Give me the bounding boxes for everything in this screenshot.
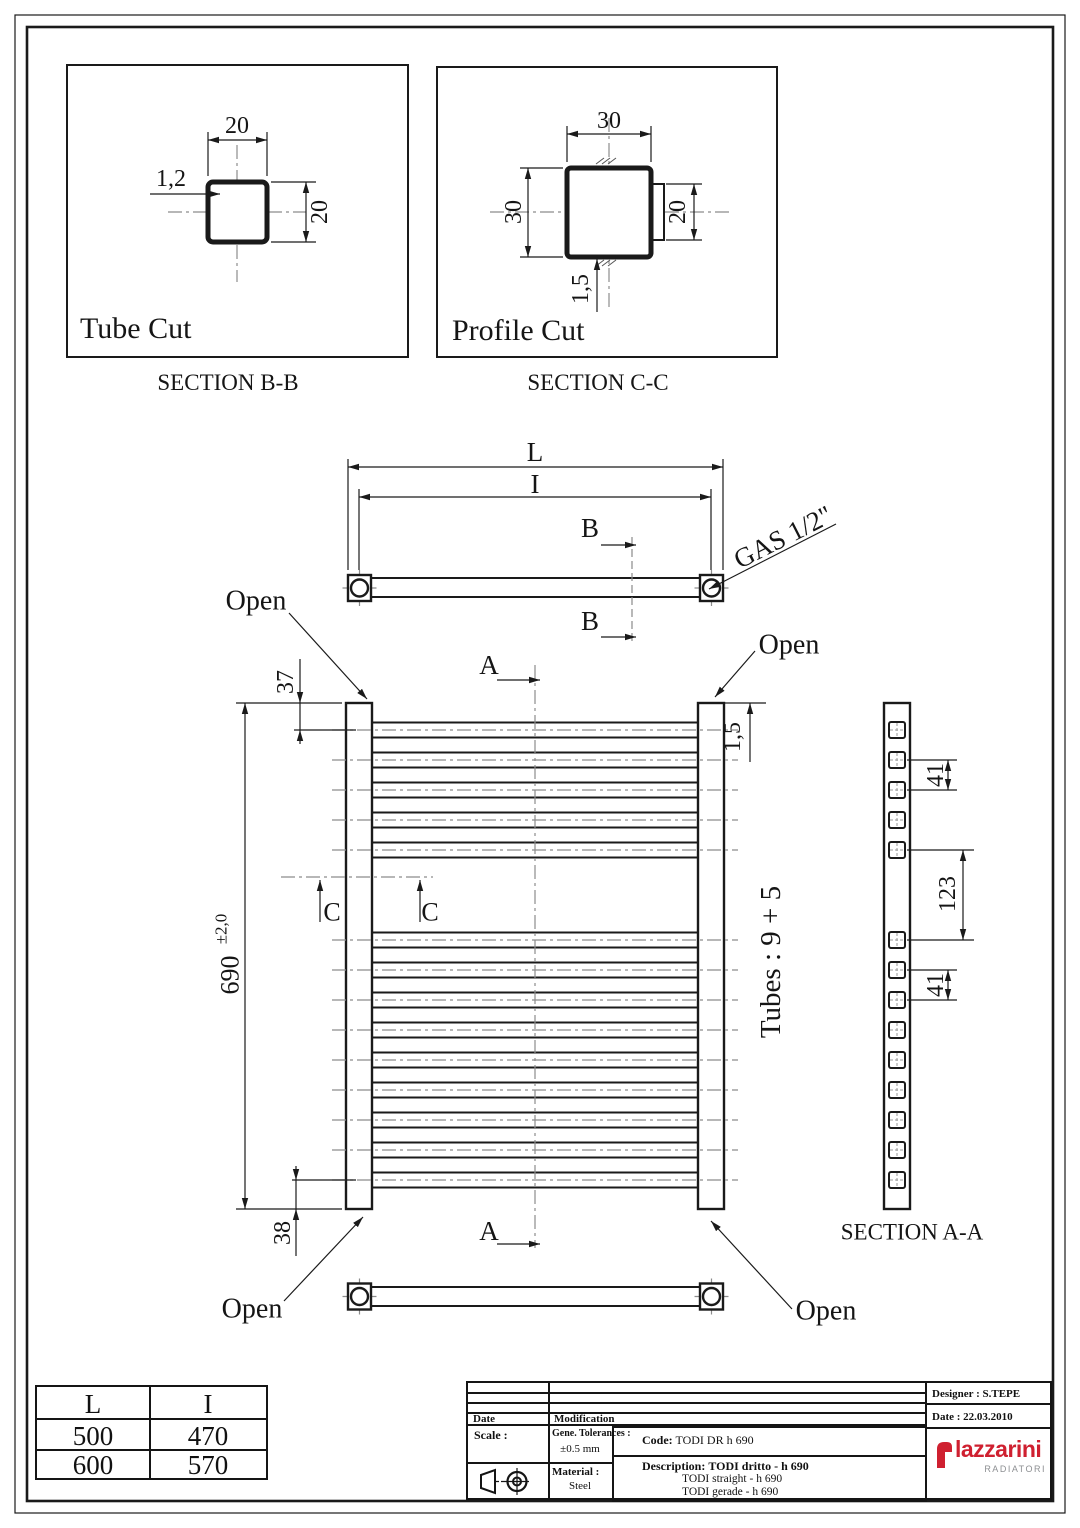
gas-connection-label: GAS 1/2" (728, 499, 838, 575)
profile-tab-dim: 20 (665, 200, 691, 224)
tube-cut-height-dim: 20 (307, 200, 333, 224)
section-c-marker-left: C (323, 897, 341, 927)
size-table-cell: 470 (187, 1421, 229, 1451)
tube-section-square (208, 182, 267, 242)
code-label: Code: (642, 1433, 673, 1447)
code-row (642, 1433, 754, 1448)
top-view (343, 437, 838, 643)
section-aa-view (841, 703, 984, 1245)
section-a-marker-bottom: A (479, 1216, 499, 1246)
scale-label: Scale : (474, 1428, 508, 1442)
modification-column-label: Modification (554, 1413, 615, 1425)
size-table-cell: 600 (72, 1450, 114, 1480)
lazzarini-logo-icon (934, 1440, 954, 1470)
tube-cut-width-dim: 20 (225, 113, 249, 139)
size-table-cell: 570 (187, 1450, 229, 1480)
section-cc-caption: SECTION C-C (527, 370, 669, 395)
tubes-count-label: Tubes : 9 + 5 (755, 885, 787, 1039)
open-label-top-right: Open (758, 629, 820, 661)
code-value: TODI DR h 690 (675, 1433, 754, 1447)
dim-height-tolerance: ±2,0 (211, 913, 231, 945)
open-label-bottom-left: Open (221, 1293, 283, 1325)
top-left-connector (343, 570, 377, 606)
section-aa-caption: SECTION A-A (840, 1219, 984, 1245)
dim-bottom-offset: 38 (270, 1221, 296, 1245)
dim-I-label: I (530, 469, 540, 499)
open-label-bottom-right: Open (795, 1295, 857, 1327)
profile-section-square (567, 168, 651, 257)
size-table-header-L: L (84, 1389, 102, 1419)
tolerance-value: ±0.5 mm (560, 1443, 600, 1455)
profile-cut-title: Profile Cut (452, 314, 585, 347)
description-label: Description: (642, 1459, 706, 1473)
description-value: TODI dritto - h 690 (708, 1459, 809, 1473)
projection-symbol (479, 1467, 537, 1497)
profile-cut-detail (437, 67, 777, 395)
section-b-marker-top: B (580, 513, 600, 543)
brand-logo (928, 1432, 1052, 1498)
open-label-top-left: Open (225, 585, 287, 617)
description-alt-de: TODI gerade - h 690 (682, 1486, 779, 1498)
section-aa-rail (884, 703, 910, 1209)
section-c-marker-right: C (421, 897, 439, 927)
size-table-cell: 500 (72, 1421, 114, 1451)
profile-width-dim: 30 (597, 108, 621, 134)
right-rail (698, 703, 724, 1209)
section-a-marker-top: A (479, 650, 499, 680)
description-alt-en: TODI straight - h 690 (682, 1473, 783, 1485)
date-column-label: Date (473, 1413, 495, 1425)
bottom-view (343, 1279, 729, 1315)
dim-rail-wall: 1,5 (720, 722, 746, 752)
date-field: Date : 22.03.2010 (932, 1411, 1013, 1423)
logo-subtext: RADIATORI (984, 1464, 1046, 1474)
material-label: Material : (552, 1466, 600, 1478)
section-b-marker-bottom: B (580, 606, 600, 636)
dim-top-offset: 37 (273, 670, 299, 694)
section-bb-caption: SECTION B-B (157, 370, 299, 395)
size-table (35, 1385, 268, 1480)
dim-L-label: L (526, 437, 544, 467)
title-block (466, 1381, 1052, 1500)
designer-field: Designer : S.TEPE (932, 1388, 1021, 1400)
tube-cut-title: Tube Cut (80, 312, 192, 345)
dim-pitch-bottom: 41 (923, 973, 949, 997)
dim-height-value: 690 (215, 955, 245, 995)
left-rail (346, 703, 372, 1209)
description-row (642, 1459, 809, 1474)
dim-gap: 123 (935, 876, 961, 912)
tube-cut-wall-dim: 1,2 (156, 166, 186, 192)
logo-text: lazzarini (955, 1436, 1042, 1462)
material-value: Steel (569, 1480, 591, 1492)
profile-height-dim: 30 (501, 200, 527, 224)
tolerance-label: Gene. Tolerances : (552, 1428, 631, 1439)
front-view (212, 586, 857, 1327)
profile-wall-dim: 1,5 (568, 274, 594, 304)
bottom-right-connector (695, 1279, 729, 1315)
size-table-header-I: I (203, 1389, 213, 1419)
tube-cut-detail (67, 65, 408, 395)
dim-pitch-top: 41 (923, 763, 949, 787)
bottom-left-connector (343, 1279, 377, 1315)
